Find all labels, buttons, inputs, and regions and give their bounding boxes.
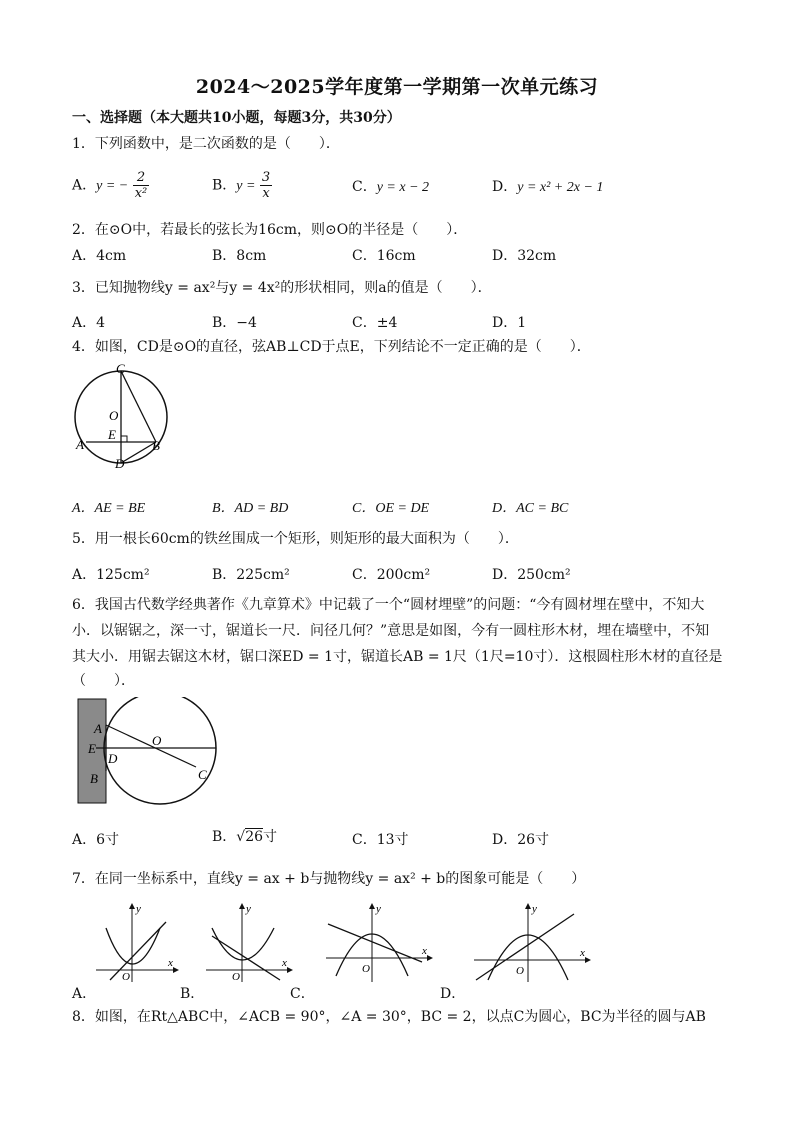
q7-option-b: B． bbox=[180, 986, 205, 1002]
q5-option-b: B．225cm² bbox=[212, 567, 290, 583]
q7b-origin: O bbox=[232, 971, 240, 983]
q1-a-denominator: x² bbox=[134, 186, 148, 201]
sqrt-icon: √ bbox=[236, 829, 246, 845]
q3-option-a: A．4 bbox=[72, 315, 106, 331]
q7-graph-d bbox=[470, 900, 595, 985]
q1-option-c-label: C． bbox=[352, 179, 377, 195]
q7b-line bbox=[212, 936, 280, 980]
q2-option-c: C．16cm bbox=[352, 248, 416, 264]
q3-option-b: B．−4 bbox=[212, 315, 257, 331]
page-title: 2024～2025学年度第一学期第一次单元练习 bbox=[195, 76, 599, 98]
q2-option-d: D．32cm bbox=[492, 248, 557, 264]
question-1-stem: 1．下列函数中，是二次函数的是（ ）． bbox=[72, 136, 340, 152]
q6-option-b-radicand: 26 bbox=[245, 829, 264, 845]
q3-option-d: D．1 bbox=[492, 315, 527, 331]
q6-label-o: O bbox=[152, 733, 162, 748]
q7b-y-label: y bbox=[246, 903, 251, 915]
q1-option-d-label: D． bbox=[492, 179, 518, 195]
q7-graph-a bbox=[92, 900, 182, 985]
q1-option-d-expr: y = x² + 2x − 1 bbox=[517, 180, 604, 195]
q1-option-b bbox=[212, 170, 272, 201]
q7d-y-label: y bbox=[532, 903, 537, 915]
q7-graph-b bbox=[202, 900, 297, 985]
q1-option-b-label: B． bbox=[212, 177, 237, 194]
q7d-x-label: x bbox=[580, 947, 585, 959]
q7a-y-label: y bbox=[136, 903, 141, 915]
q5-option-a: A．125cm² bbox=[72, 567, 150, 583]
q1-option-c bbox=[352, 176, 429, 196]
q1-option-a-expr: y = − bbox=[96, 178, 129, 194]
q4-label-c: C bbox=[116, 361, 125, 376]
q4-label-a: A bbox=[76, 437, 84, 452]
q4-option-b: B．AD = BD bbox=[212, 501, 289, 516]
q7a-x-label: x bbox=[168, 957, 173, 969]
question-3-stem: 3．已知抛物线y = ax²与y = 4x²的形状相同，则a的值是（ ）． bbox=[72, 280, 492, 296]
q1-option-a-label: A． bbox=[72, 177, 97, 194]
q4-label-d: D bbox=[115, 456, 125, 471]
q3-option-c: C．±4 bbox=[352, 315, 398, 331]
q6-option-d: D．26寸 bbox=[492, 832, 550, 848]
q7d-line bbox=[476, 914, 574, 980]
question-5-stem: 5．用一根长60cm的铁丝围成一个矩形，则矩形的最大面积为（ ）． bbox=[72, 531, 519, 547]
q4-option-c: C．OE = DE bbox=[352, 501, 430, 516]
q6-label-b: B bbox=[90, 771, 98, 786]
q1-option-a bbox=[72, 170, 149, 201]
question-6-line-1: 6．我国古代数学经典著作《九章算术》中记载了一个“圆材埋壁”的问题：“今有圆材埋在壁中，不知大 bbox=[72, 597, 705, 613]
q1-option-d bbox=[492, 176, 603, 196]
q6-option-b-unit: 寸 bbox=[263, 829, 278, 845]
question-8-stem: 8．如图，在Rt△ABC中，∠ACB = 90°，∠A = 30°，BC = 2，以点C为圆心，BC为半径的圆与AB bbox=[72, 1009, 706, 1025]
q7c-line bbox=[328, 924, 422, 962]
question-2-stem: 2．在⊙O中，若最长的弦长为16cm，则⊙O的半径是（ ）． bbox=[72, 222, 468, 238]
q7d-origin: O bbox=[516, 965, 524, 977]
q1-option-c-expr: y = x − 2 bbox=[376, 180, 430, 195]
q6-diameter-ac bbox=[106, 725, 196, 767]
q7-option-a: A． bbox=[72, 986, 97, 1002]
q7b-x-label: x bbox=[282, 957, 287, 969]
q1-option-b-expr: y = bbox=[236, 178, 256, 194]
q6-option-c: C．13寸 bbox=[352, 832, 409, 848]
q1-option-b-fraction bbox=[260, 170, 272, 201]
q6-option-b-label: B． bbox=[212, 829, 237, 845]
q6-label-e: E bbox=[88, 741, 96, 756]
q4-label-o: O bbox=[109, 408, 119, 423]
q7-graph-c bbox=[322, 900, 437, 985]
q7-option-c: C． bbox=[290, 986, 315, 1002]
question-4-stem: 4．如图，CD是⊙O的直径，弦AB⊥CD于点E，下列结论不一定正确的是（ ）． bbox=[72, 339, 591, 355]
q6-label-c: C bbox=[198, 767, 207, 782]
q7c-origin: O bbox=[362, 963, 370, 975]
section-heading: 一、选择题（本大题共10小题，每题3分，共30分） bbox=[72, 110, 401, 126]
q1-b-denominator: x bbox=[262, 186, 270, 201]
q4-right-angle-mark bbox=[121, 436, 127, 442]
q5-option-c: C．200cm² bbox=[352, 567, 431, 583]
q4-option-a: A．AE = BE bbox=[72, 501, 146, 516]
q4-option-d: D．AC = BC bbox=[492, 501, 569, 516]
q7c-x-label: x bbox=[422, 945, 427, 957]
q6-label-d: D bbox=[108, 751, 118, 766]
q5-option-d: D．250cm² bbox=[492, 567, 571, 583]
question-6-line-3: 其大小．用锯去锯这木材，锯口深ED = 1寸，锯道长AB = 1尺（1尺=10寸）．这根圆柱形木材的直径是 bbox=[72, 649, 723, 665]
question-6-line-4: （ ）． bbox=[72, 673, 135, 689]
q4-label-e: E bbox=[108, 427, 116, 442]
q2-option-a: A．4cm bbox=[72, 248, 127, 264]
q1-option-a-fraction bbox=[133, 170, 150, 201]
q7a-parabola bbox=[106, 928, 160, 964]
q2-option-b: B．8cm bbox=[212, 248, 267, 264]
question-6-line-2: 小．以锯锯之，深一寸，锯道长一尺．问径几何？”意思是如图，今有一圆柱形木材，埋在墙壁中，不知 bbox=[72, 623, 710, 639]
q6-option-b bbox=[212, 826, 277, 846]
q7c-y-label: y bbox=[376, 903, 381, 915]
q4-circle-figure bbox=[72, 360, 172, 475]
q7a-line bbox=[110, 922, 166, 980]
q7a-origin: O bbox=[122, 971, 130, 983]
q6-wall-figure bbox=[72, 697, 222, 809]
q7-option-d: D． bbox=[440, 986, 466, 1002]
q7b-parabola bbox=[212, 928, 274, 960]
question-7-stem: 7．在同一坐标系中，直线y = ax + b与抛物线y = ax² + b的图象可能是（ ） bbox=[72, 871, 586, 887]
q6-option-a: A．6寸 bbox=[72, 832, 120, 848]
q4-label-b: B bbox=[152, 438, 160, 453]
q1-a-numerator: 2 bbox=[133, 170, 150, 186]
q1-b-numerator: 3 bbox=[261, 170, 271, 185]
q6-label-a: A bbox=[94, 721, 102, 736]
